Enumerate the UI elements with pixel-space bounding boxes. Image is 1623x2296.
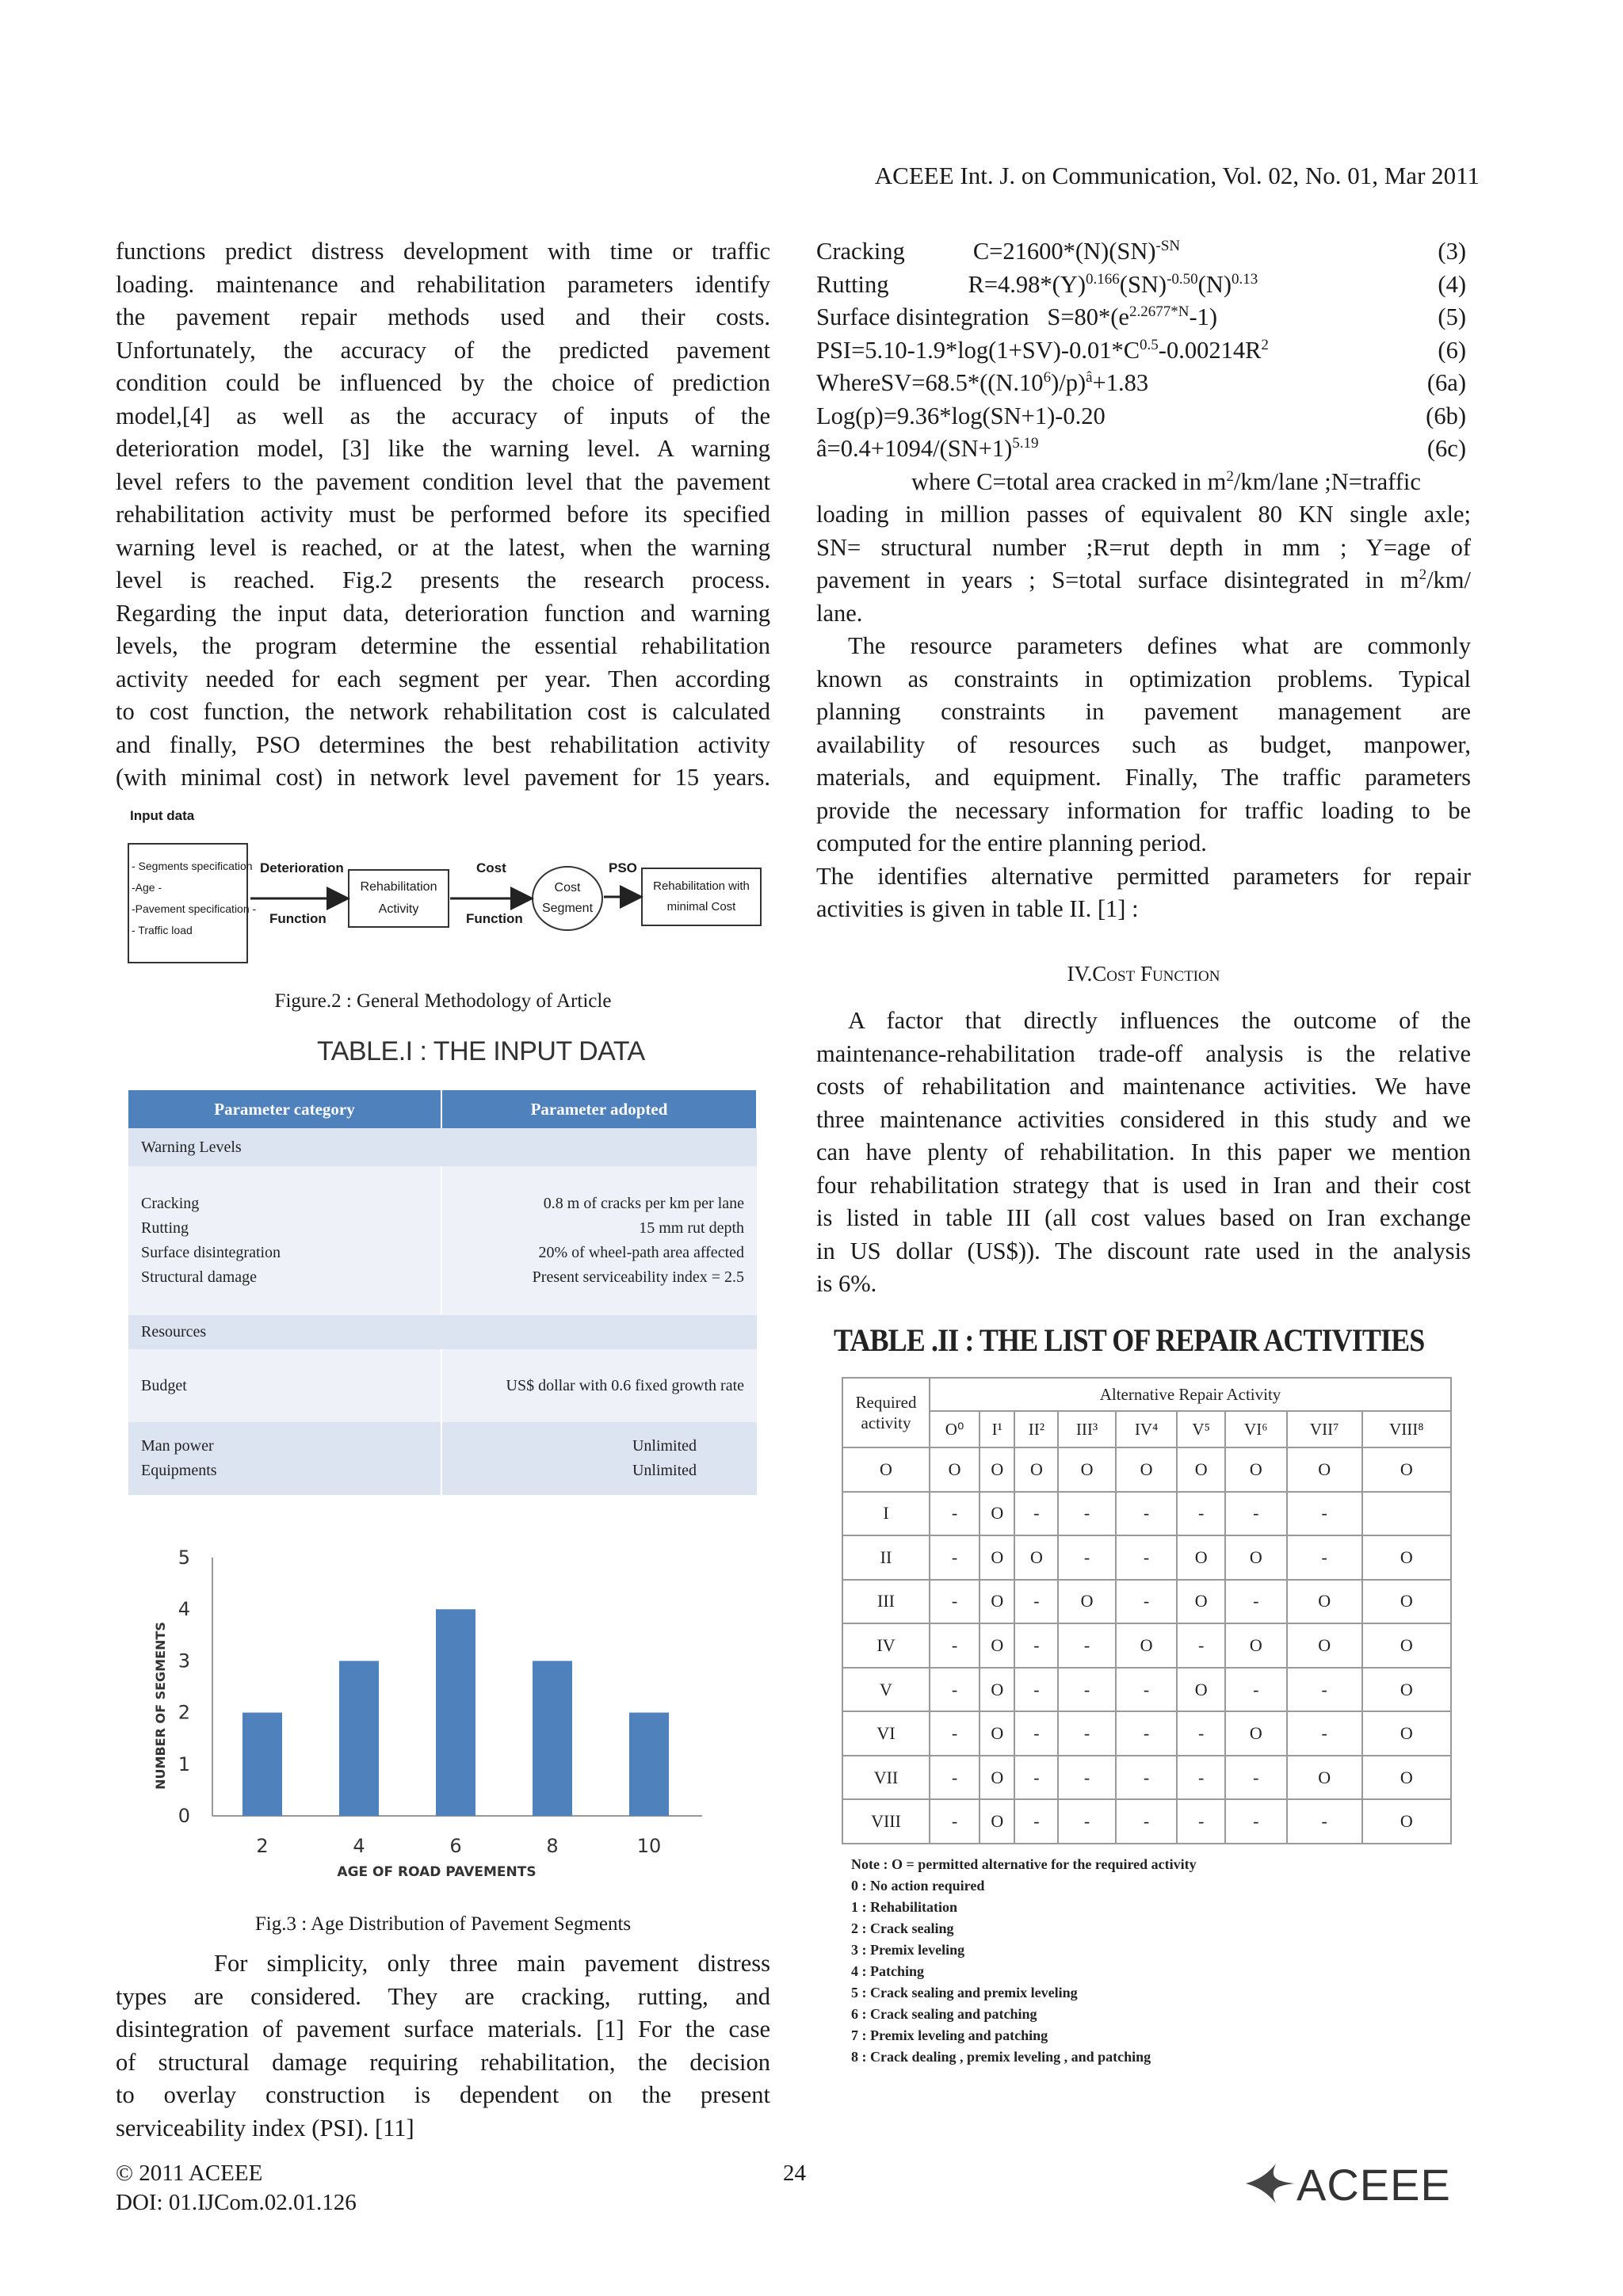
logo-mark-icon bbox=[1244, 2162, 1296, 2205]
table-cell: - bbox=[930, 1492, 980, 1536]
row-label: II bbox=[842, 1535, 930, 1580]
table-cell: - bbox=[1116, 1492, 1178, 1536]
table-cell: O bbox=[1058, 1447, 1115, 1492]
text-line: of structural damage requiring rehabilitation, the decision bbox=[116, 2048, 770, 2076]
table-row bbox=[842, 1535, 1451, 1580]
table-row bbox=[842, 1447, 1451, 1492]
x-tick-label: 6 bbox=[449, 1835, 462, 1857]
table-2-notes bbox=[851, 1854, 1197, 2068]
budget-value: US$ dollar with 0.6 fixed growth rate bbox=[441, 1349, 757, 1422]
equation-4: Rutting $R=4.98*(Y)^{0.166}(SN)^{-0.50}(N)^{0.13}$ (4) bbox=[816, 269, 1471, 302]
table-2-col-header: VIII⁸ bbox=[1362, 1411, 1451, 1447]
table-cell: - bbox=[1177, 1756, 1224, 1800]
table-cell: - bbox=[930, 1668, 980, 1712]
table-cell: - bbox=[1116, 1799, 1178, 1844]
table-cell: - bbox=[1058, 1756, 1115, 1800]
table-cell: - bbox=[1014, 1580, 1058, 1624]
table-cell: O bbox=[1362, 1535, 1451, 1580]
table-row bbox=[842, 1799, 1451, 1844]
y-tick-label: 3 bbox=[178, 1650, 190, 1672]
table-cell: O bbox=[1225, 1535, 1287, 1580]
table-cell: O bbox=[1362, 1799, 1451, 1844]
left-column bbox=[116, 235, 770, 795]
text-line: to overlay construction is dependent on the present bbox=[116, 2081, 770, 2108]
table-cell: O bbox=[1058, 1580, 1115, 1624]
table-cell: - bbox=[930, 1756, 980, 1800]
text-line: maintenance-rehabilitation trade-off analysis is the relative bbox=[816, 1039, 1471, 1067]
table-2-col-header: II² bbox=[1014, 1411, 1058, 1447]
warning-items-cell bbox=[128, 1166, 441, 1315]
table-cell: - bbox=[1014, 1492, 1058, 1536]
text-line: Unfortunately, the accuracy of the predicted pavement bbox=[116, 336, 770, 364]
table-2-col-header: VII⁷ bbox=[1287, 1411, 1362, 1447]
table-cell: - bbox=[1287, 1799, 1362, 1844]
eq-number: (6a) bbox=[1426, 369, 1466, 396]
row-label: IV bbox=[842, 1623, 930, 1668]
left-column-bottom bbox=[116, 1947, 770, 2145]
note-line: 3 : Premix leveling bbox=[851, 1942, 965, 1958]
figure-3-caption: Fig.3 : Age Distribution of Pavement Segments bbox=[254, 1913, 632, 1935]
resources-label: Resources bbox=[128, 1315, 757, 1349]
bar-chart-svg bbox=[147, 1545, 726, 1894]
table-cell: O bbox=[1287, 1756, 1362, 1800]
input-list bbox=[132, 856, 256, 941]
row-label: VII bbox=[842, 1756, 930, 1800]
text-line: can have plenty of rehabilitation. In this paper we mention bbox=[816, 1138, 1471, 1165]
text-line: is listed in table III (all cost values based on Iran exchange bbox=[816, 1204, 1471, 1231]
note-line: 0 : No action required bbox=[851, 1878, 985, 1894]
text-line: availability of resources such as budget, manpower, bbox=[816, 730, 1471, 758]
table-cell: - bbox=[1116, 1580, 1178, 1624]
row-label: V bbox=[842, 1668, 930, 1712]
table-cell: - bbox=[1014, 1799, 1058, 1844]
pso-label: PSO bbox=[609, 860, 637, 875]
eq-number: (6b) bbox=[1426, 402, 1466, 429]
table-cell: - bbox=[1225, 1580, 1287, 1624]
table-cell: O bbox=[1225, 1623, 1287, 1668]
table-cell: O bbox=[1225, 1711, 1287, 1756]
table-cell: - bbox=[1014, 1668, 1058, 1712]
warning-item: Rutting bbox=[141, 1219, 189, 1237]
age-distribution-chart bbox=[147, 1545, 726, 1897]
table-1-header: Parameter category bbox=[128, 1090, 441, 1128]
warning-value: 0.8 m of cracks per km per lane bbox=[543, 1195, 744, 1212]
section-title: IV.Cost Function bbox=[1067, 961, 1220, 986]
input-item: - Segments specification bbox=[132, 860, 253, 872]
manpower-cell bbox=[128, 1422, 441, 1495]
input-item: -Pavement specification - bbox=[132, 902, 257, 915]
table-cell: - bbox=[930, 1580, 980, 1624]
y-tick-label: 2 bbox=[178, 1701, 190, 1724]
input-item: - Traffic load bbox=[132, 924, 193, 936]
table-cell: - bbox=[930, 1799, 980, 1844]
table-cell: - bbox=[1287, 1492, 1362, 1536]
y-tick-label: 0 bbox=[178, 1805, 190, 1827]
table-cell: - bbox=[1058, 1623, 1115, 1668]
y-axis-label: NUMBER OF SEGMENTS bbox=[153, 1622, 168, 1790]
table-1-title: TABLE.I : THE INPUT DATA bbox=[317, 1036, 645, 1066]
equation-6: $PSI=5.10-1.9*\log(1+SV)-0.01*C^{0.5}-0.00214R^2$ (6) bbox=[816, 334, 1471, 368]
equation-5: Surface disintegration $S=80*(e^{2.2677*N}-1)$ (5) bbox=[816, 301, 1471, 334]
table-cell: - bbox=[1058, 1799, 1115, 1844]
row-label: III bbox=[842, 1580, 930, 1624]
deterioration-label: Deterioration bbox=[260, 860, 344, 875]
equation-6c: $â=0.4+1094/(SN+1)^{5.19}$ (6c) bbox=[816, 433, 1471, 466]
warning-item: Structural damage bbox=[141, 1268, 258, 1286]
text-line: is 6%. bbox=[816, 1270, 877, 1297]
table-cell: O bbox=[1362, 1756, 1451, 1800]
table-cell: O bbox=[980, 1711, 1014, 1756]
text-line: disintegration of pavement surface materials. [1] For the case bbox=[116, 2016, 770, 2042]
table-2-group-header: Alternative Repair Activity bbox=[930, 1378, 1451, 1411]
table-2-col-header: IV⁴ bbox=[1116, 1411, 1178, 1447]
equation-6a: $WhereSV=68.5*((N.10^6)/p)^â+1.83$ (6a) bbox=[816, 367, 1471, 400]
rehab-line: Rehabilitation bbox=[360, 880, 437, 894]
table-cell: O bbox=[980, 1535, 1014, 1580]
y-tick-label: 4 bbox=[178, 1598, 190, 1621]
eq-number: (6c) bbox=[1426, 435, 1466, 462]
table-cell: - bbox=[1287, 1711, 1362, 1756]
table-cell: O bbox=[1177, 1668, 1224, 1712]
eq-number: (6) bbox=[1438, 336, 1466, 364]
text-line: functions predict distress development with time or traffic bbox=[116, 238, 770, 265]
warning-item: Surface disintegration bbox=[141, 1244, 281, 1261]
table-cell: O bbox=[980, 1756, 1014, 1800]
cost-segment-text bbox=[533, 878, 602, 919]
text-line: four rehabilitation strategy that is used in Iran and their cost bbox=[816, 1171, 1471, 1199]
text-line: computed for the entire planning period. bbox=[816, 830, 1207, 856]
table-cell: O bbox=[1177, 1580, 1224, 1624]
text-line: to cost function, the network rehabilitation cost is calculated bbox=[116, 698, 770, 725]
y-tick-label: 1 bbox=[178, 1753, 190, 1775]
table-cell: - bbox=[930, 1623, 980, 1668]
x-tick-label: 2 bbox=[256, 1835, 269, 1857]
table-2-col-header: V⁵ bbox=[1177, 1411, 1224, 1447]
text-line: rehabilitation activity must be performed before its specified bbox=[116, 501, 770, 528]
text-line: deterioration model, [3] like the warning level. A warning bbox=[116, 435, 770, 462]
paragraph-identifies: The identifies alternative permitted parameters for repair bbox=[816, 862, 1471, 890]
text-line: provide the necessary information for traffic loading to be bbox=[816, 796, 1471, 824]
rehab-line: Activity bbox=[378, 902, 419, 916]
table-cell: - bbox=[930, 1711, 980, 1756]
table-cell: - bbox=[1225, 1756, 1287, 1800]
table-cell: O bbox=[980, 1447, 1014, 1492]
text-line: three maintenance activities considered in this study and we bbox=[816, 1105, 1471, 1133]
table-cell: - bbox=[1058, 1711, 1115, 1756]
note-line: 6 : Crack sealing and patching bbox=[851, 2006, 1037, 2022]
resource-item: Equipments bbox=[141, 1462, 217, 1479]
figure-2-methodology bbox=[116, 800, 766, 967]
text-line: The resource parameters defines what are commonly bbox=[848, 632, 1471, 659]
bar bbox=[242, 1713, 282, 1816]
table-cell: - bbox=[1177, 1711, 1224, 1756]
table-cell: O bbox=[980, 1580, 1014, 1624]
paragraph-cost bbox=[816, 1005, 1471, 1301]
text-line: and finally, PSO determines the best rehabilitation activity bbox=[116, 730, 770, 758]
table-cell: - bbox=[1287, 1668, 1362, 1712]
equation-definitions: where C=total area cracked in $m^2/km$/lane ;N=traffic loading in million passes of equivalent 80 KN single axle; SN= structural number ;R=rut depth in mm ; Y=age of pavement in years ; S=total surface disintegrated in $m^2/km/$ lane. bbox=[816, 467, 1471, 627]
table-cell: O bbox=[980, 1623, 1014, 1668]
table-cell: - bbox=[930, 1535, 980, 1580]
cost-line: Segment bbox=[541, 902, 594, 915]
row-label: O bbox=[842, 1447, 930, 1492]
eq-number: (5) bbox=[1438, 303, 1466, 330]
bar bbox=[339, 1661, 379, 1816]
table-cell: - bbox=[1225, 1668, 1287, 1712]
text-line: loading. maintenance and rehabilitation parameters identify bbox=[116, 270, 770, 298]
text-line: For simplicity, only three main pavement distress bbox=[214, 1950, 770, 1977]
table-cell: - bbox=[1116, 1711, 1178, 1756]
table-cell: O bbox=[1362, 1447, 1451, 1492]
table-row bbox=[842, 1492, 1451, 1536]
note-line: 4 : Patching bbox=[851, 1963, 924, 1979]
table-cell: - bbox=[1177, 1799, 1224, 1844]
table-2-col-header: O⁰ bbox=[930, 1411, 980, 1447]
figure-2-caption: Figure.2 : General Methodology of Article bbox=[274, 990, 612, 1012]
note-line: 5 : Crack sealing and premix leveling bbox=[851, 1985, 1078, 2000]
table-cell: O bbox=[1014, 1447, 1058, 1492]
page-number: 24 bbox=[783, 2161, 806, 2186]
text-line: A factor that directly influences the outcome of the bbox=[848, 1007, 1471, 1034]
warning-values-cell bbox=[441, 1166, 757, 1315]
text-line: warning level is reached, or at the latest, when the warning bbox=[116, 533, 770, 561]
equation-3: Cracking C=21600*(N)(SN)$^{-SN}$ (3) bbox=[816, 235, 1471, 269]
aceee-logo bbox=[1244, 2159, 1451, 2210]
running-header: ACEEE Int. J. on Communication, Vol. 02, No. 01, Mar 2011 bbox=[874, 162, 1480, 189]
table-cell: - bbox=[1225, 1492, 1287, 1536]
table-cell: O bbox=[1014, 1535, 1058, 1580]
budget-label: Budget bbox=[128, 1349, 441, 1422]
row-label: I bbox=[842, 1492, 930, 1536]
text-line: levels, the program determine the essential rehabilitation bbox=[116, 632, 770, 659]
text-line: planning constraints in pavement management are bbox=[816, 698, 1471, 725]
warning-item: Cracking bbox=[141, 1195, 200, 1212]
text-line: serviceability index (PSI). [11] bbox=[116, 2114, 414, 2142]
eq-number: (3) bbox=[1438, 238, 1466, 265]
rehab-activity-text bbox=[349, 876, 449, 921]
x-tick-label: 8 bbox=[546, 1835, 559, 1857]
paragraph-1 bbox=[116, 235, 770, 795]
text-line: known as constraints in optimization problems. Typical bbox=[816, 665, 1471, 692]
table-cell: O bbox=[1362, 1580, 1451, 1624]
table-cell: - bbox=[1116, 1668, 1178, 1712]
eq-name: Surface disintegration bbox=[816, 303, 1029, 330]
result-line: minimal Cost bbox=[666, 900, 736, 913]
table-cell: O bbox=[1287, 1623, 1362, 1668]
table-cell: - bbox=[1225, 1799, 1287, 1844]
table-row bbox=[842, 1668, 1451, 1712]
table-row bbox=[842, 1623, 1451, 1668]
table-cell: O bbox=[980, 1492, 1014, 1536]
text-line: the pavement repair methods used and their costs. bbox=[116, 303, 770, 330]
table-cell: O bbox=[1287, 1447, 1362, 1492]
eq-text: Log(p)=9.36*log(SN+1)-0.20 bbox=[816, 402, 1106, 429]
input-data-table bbox=[128, 1090, 758, 1495]
bar bbox=[436, 1609, 475, 1816]
row-label: VI bbox=[842, 1711, 930, 1756]
text-line: Regarding the input data, deterioration function and warning bbox=[116, 599, 770, 627]
table-cell: - bbox=[1116, 1756, 1178, 1800]
note-line: Note : O = permitted alternative for the required activity bbox=[851, 1856, 1197, 1872]
table-cell: - bbox=[1116, 1535, 1178, 1580]
note-line: 8 : Crack dealing , premix leveling , and patching bbox=[851, 2049, 1151, 2065]
table-cell: O bbox=[1362, 1668, 1451, 1712]
input-item: -Age - bbox=[132, 881, 162, 894]
note-line: 2 : Crack sealing bbox=[851, 1920, 954, 1936]
result-line: Rehabilitation with bbox=[653, 879, 750, 893]
table-cell: - bbox=[1287, 1535, 1362, 1580]
resource-value: Unlimited bbox=[632, 1462, 697, 1479]
table-cell: O bbox=[980, 1668, 1014, 1712]
text-line: materials, and equipment. Finally, The traffic parameters bbox=[816, 764, 1471, 791]
table-cell bbox=[1362, 1492, 1451, 1536]
eq-number: (4) bbox=[1438, 270, 1466, 298]
text-line: costs of rehabilitation and maintenance activities. We have bbox=[816, 1073, 1471, 1100]
paragraph-2 bbox=[116, 1947, 770, 2145]
copyright: © 2011 ACEEE bbox=[116, 2161, 263, 2186]
warning-value: Present serviceability index = 2.5 bbox=[532, 1268, 744, 1286]
cost-line: Cost bbox=[554, 881, 581, 894]
eq-name: Rutting bbox=[816, 270, 889, 298]
text-line: level refers to the pavement condition level that the pavement bbox=[116, 467, 770, 495]
table-cell: O bbox=[1116, 1623, 1178, 1668]
text-line: model,[4] as well as the accuracy of inputs of the bbox=[116, 402, 770, 429]
cost-label: Cost bbox=[476, 860, 506, 875]
eq-name: Cracking bbox=[816, 238, 905, 265]
row-label: VIII bbox=[842, 1799, 930, 1844]
table-cell: O bbox=[1362, 1711, 1451, 1756]
text-line: activity needed for each segment per year. Then according bbox=[116, 665, 770, 692]
result-text bbox=[642, 876, 761, 917]
table-cell: O bbox=[980, 1799, 1014, 1844]
x-axis-label: AGE OF ROAD PAVEMENTS bbox=[337, 1864, 537, 1880]
table-cell: - bbox=[1177, 1492, 1224, 1536]
table-cell: O bbox=[1116, 1447, 1178, 1492]
doi: DOI: 01.IJCom.02.01.126 bbox=[116, 2190, 357, 2215]
bar bbox=[533, 1661, 572, 1816]
table-1-header: Parameter adopted bbox=[441, 1090, 757, 1128]
table-row bbox=[842, 1756, 1451, 1800]
table-cell: O bbox=[1177, 1535, 1224, 1580]
table-cell: - bbox=[1058, 1492, 1115, 1536]
equation-6b bbox=[816, 400, 1471, 433]
table-cell: O bbox=[1362, 1623, 1451, 1668]
paragraph-resources bbox=[816, 630, 1471, 860]
bar bbox=[629, 1713, 669, 1816]
paragraph-identifies-2: activities is given in table II. [1] : bbox=[816, 895, 1139, 922]
deterioration-function-label: Function bbox=[269, 911, 327, 926]
table-cell: - bbox=[1014, 1623, 1058, 1668]
text-line: level is reached. Fig.2 presents the research process. bbox=[116, 566, 770, 593]
table-cell: - bbox=[1177, 1623, 1224, 1668]
input-data-title: Input data bbox=[130, 808, 195, 823]
text-line: condition could be influenced by the choice of prediction bbox=[116, 369, 770, 396]
logo-text: ACEEE bbox=[1296, 2160, 1451, 2210]
table-2-col-header: III³ bbox=[1058, 1411, 1115, 1447]
table-cell: - bbox=[1014, 1711, 1058, 1756]
table-cell: O bbox=[1287, 1580, 1362, 1624]
table-cell: O bbox=[930, 1447, 980, 1492]
warning-value: 20% of wheel-path area affected bbox=[538, 1244, 744, 1261]
note-line: 7 : Premix leveling and patching bbox=[851, 2027, 1048, 2043]
warning-value: 15 mm rut depth bbox=[639, 1219, 744, 1237]
x-tick-label: 4 bbox=[353, 1835, 365, 1857]
warning-levels-label: Warning Levels bbox=[128, 1128, 757, 1166]
table-2-corner: Required activity bbox=[842, 1378, 930, 1447]
table-row bbox=[842, 1580, 1451, 1624]
table-cell: O bbox=[1225, 1447, 1287, 1492]
table-cell: O bbox=[1177, 1447, 1224, 1492]
cost-function-label: Function bbox=[466, 911, 523, 926]
note-line: 1 : Rehabilitation bbox=[851, 1899, 958, 1915]
right-column bbox=[816, 235, 1471, 1301]
repair-activities-table bbox=[842, 1377, 1452, 1844]
x-tick-label: 10 bbox=[636, 1835, 662, 1857]
table-2-title: TABLE .II : THE LIST OF REPAIR ACTIVITIES bbox=[834, 1322, 1425, 1358]
resource-item: Man power bbox=[141, 1437, 214, 1455]
table-2-col-header: VI⁶ bbox=[1225, 1411, 1287, 1447]
text-line: (with minimal cost) in network level pavement for 15 years. bbox=[116, 764, 770, 791]
table-cell: - bbox=[1058, 1668, 1115, 1712]
y-tick-label: 5 bbox=[178, 1547, 190, 1569]
resource-value: Unlimited bbox=[632, 1437, 697, 1455]
table-2-col-header: I¹ bbox=[980, 1411, 1014, 1447]
table-row bbox=[842, 1711, 1451, 1756]
table-cell: - bbox=[1058, 1535, 1115, 1580]
table-cell: - bbox=[1014, 1756, 1058, 1800]
text-line: types are considered. They are cracking, rutting, and bbox=[116, 1982, 770, 2010]
text-line: in US dollar (US$)). The discount rate used in the analysis bbox=[816, 1237, 1471, 1264]
manpower-values bbox=[441, 1422, 757, 1495]
